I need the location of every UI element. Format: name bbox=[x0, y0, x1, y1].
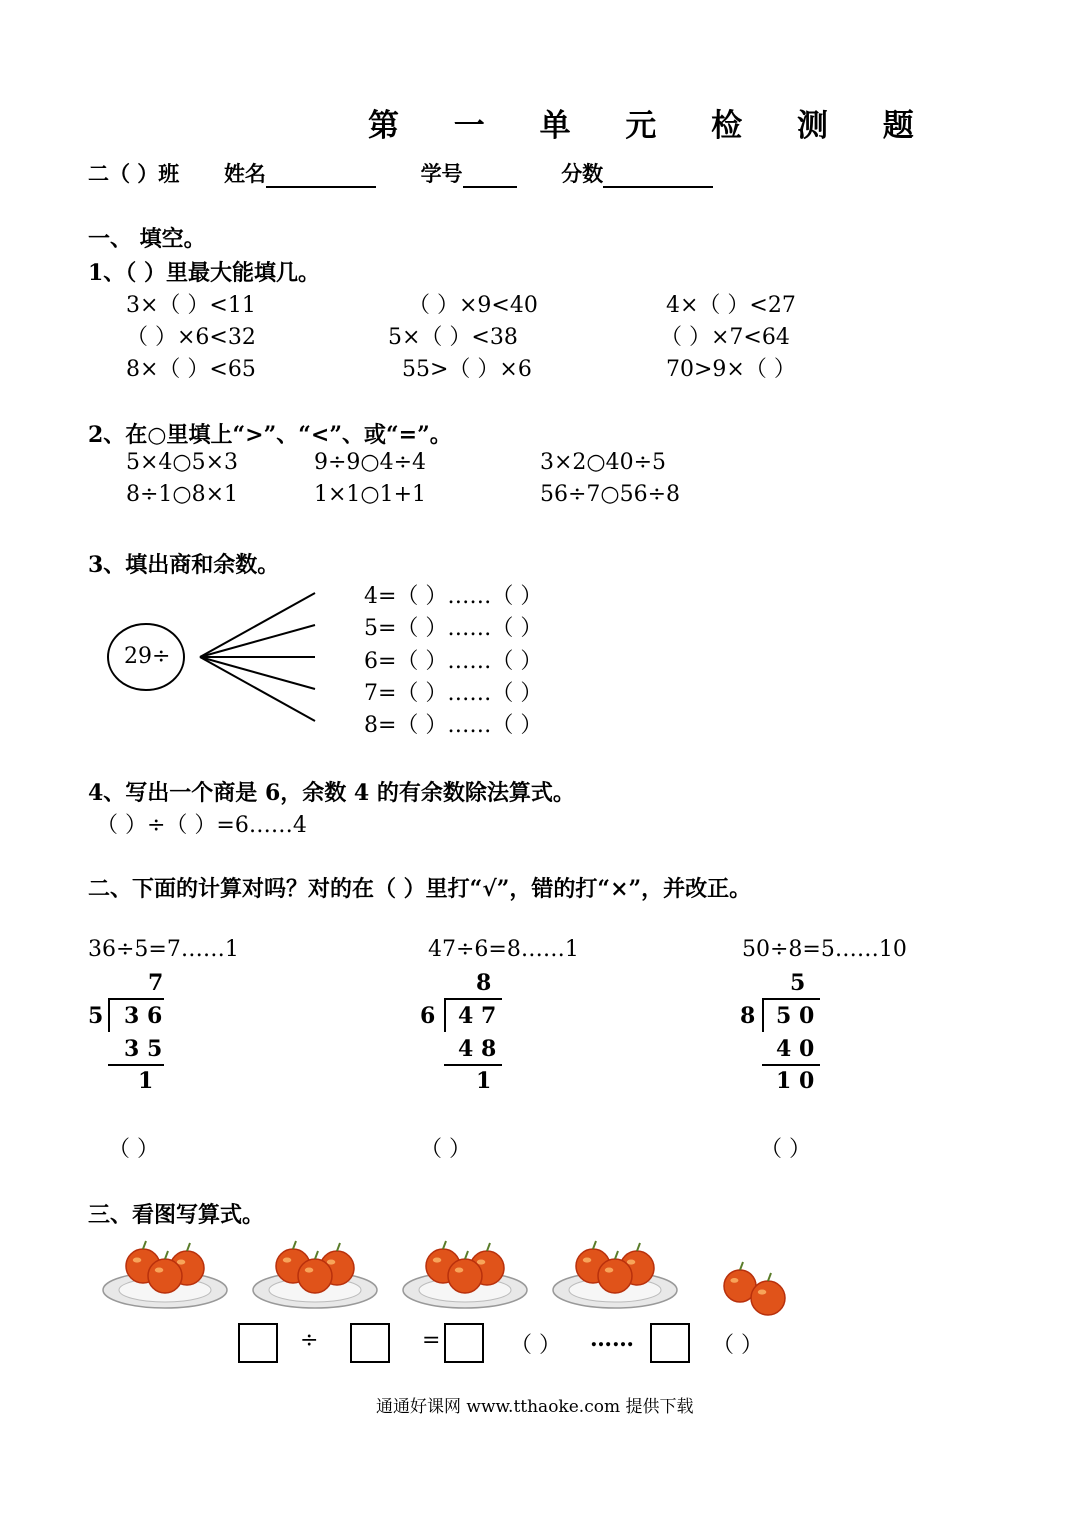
q1-item: 8×（ ）<65 bbox=[126, 357, 256, 382]
q3-line: 5=（ ）……（ ） bbox=[364, 616, 543, 641]
page-title: 第 一 单 元 检 测 题 bbox=[368, 108, 936, 144]
q3-line: 7=（ ）……（ ） bbox=[364, 681, 543, 706]
apple bbox=[751, 1281, 785, 1315]
problem-divisor: 5 bbox=[88, 1003, 104, 1029]
score-label: 分数 bbox=[561, 161, 604, 186]
q2-item: 5×4○5×3 bbox=[126, 450, 239, 475]
apple bbox=[448, 1259, 482, 1293]
student-info-row bbox=[88, 158, 713, 188]
q3-circle-text: 29÷ bbox=[124, 644, 171, 669]
division-bracket-side bbox=[108, 998, 110, 1032]
problem-equation: 50÷8=5……10 bbox=[742, 937, 907, 962]
problem-remainder: 1 bbox=[476, 1068, 492, 1094]
q1-item: （ ）×9<40 bbox=[408, 293, 538, 318]
problem-answer-blank[interactable]: （ ） bbox=[108, 1137, 159, 1162]
q2-item: 1×1○1+1 bbox=[314, 482, 427, 507]
problem-equation: 47÷6=8……1 bbox=[428, 937, 579, 962]
problem-dividend: 4 7 bbox=[458, 1003, 497, 1029]
problem-divisor: 6 bbox=[420, 1003, 436, 1029]
q4-answer: （ ）÷（ ）=6……4 bbox=[96, 813, 307, 838]
apple-plate bbox=[403, 1241, 527, 1308]
division-bracket-top bbox=[108, 998, 164, 1000]
number-label: 学号 bbox=[420, 161, 463, 186]
remainder-unit-blank[interactable]: （ ） bbox=[712, 1333, 763, 1358]
score-field[interactable] bbox=[603, 164, 713, 188]
problem-product: 3 5 bbox=[124, 1036, 163, 1062]
problem-dividend: 5 0 bbox=[776, 1003, 815, 1029]
q2-item: 3×2○40÷5 bbox=[540, 450, 667, 475]
class-label: 二（ ）班 bbox=[88, 161, 180, 186]
problem-answer-blank[interactable]: （ ） bbox=[420, 1137, 471, 1162]
division-underline bbox=[762, 1064, 820, 1066]
division-bracket-top bbox=[762, 998, 820, 1000]
q3-prompt: 3、填出商和余数。 bbox=[88, 552, 280, 578]
remainder-box[interactable] bbox=[650, 1323, 690, 1363]
section2-heading: 二、下面的计算对吗？对的在（ ）里打“√”，错的打“×”，并改正。 bbox=[88, 876, 752, 902]
apple bbox=[598, 1259, 632, 1293]
apple bbox=[298, 1259, 332, 1293]
division-bracket-side bbox=[762, 998, 764, 1032]
division-underline bbox=[108, 1064, 164, 1066]
q2-item: 9÷9○4÷4 bbox=[314, 450, 427, 475]
apple-plate bbox=[103, 1241, 227, 1308]
problem-product: 4 8 bbox=[458, 1036, 497, 1062]
problem-quotient: 5 bbox=[790, 970, 806, 996]
q1-item: 3×（ ）<11 bbox=[126, 293, 256, 318]
problem-remainder: 1 0 bbox=[776, 1068, 815, 1094]
division-underline bbox=[444, 1064, 502, 1066]
problem-quotient: 8 bbox=[476, 970, 492, 996]
divide-sign: ÷ bbox=[300, 1328, 319, 1353]
q1-item: 5×（ ）<38 bbox=[388, 325, 518, 350]
dividend-box[interactable] bbox=[238, 1323, 278, 1363]
q1-item: 55>（ ）×6 bbox=[402, 357, 532, 382]
quotient-unit-blank[interactable]: （ ） bbox=[510, 1333, 561, 1358]
apple bbox=[148, 1259, 182, 1293]
q2-prompt: 2、在○里填上“>”、“<”、或“=”。 bbox=[88, 422, 452, 448]
apple-plates-picture bbox=[100, 1238, 800, 1328]
footer-credit: 通通好课网 www.tthaoke.com 提供下载 bbox=[376, 1397, 694, 1417]
section1-heading: 一、 填空。 bbox=[88, 226, 206, 252]
division-bracket-top bbox=[444, 998, 502, 1000]
problem-answer-blank[interactable]: （ ） bbox=[760, 1137, 811, 1162]
name-field[interactable] bbox=[266, 164, 376, 188]
q3-line: 8=（ ）……（ ） bbox=[364, 713, 543, 738]
q1-item: 4×（ ）<27 bbox=[666, 293, 796, 318]
q1-item: 70>9×（ ） bbox=[666, 357, 796, 382]
apple-plate bbox=[253, 1241, 377, 1308]
q3-line: 4=（ ）……（ ） bbox=[364, 584, 543, 609]
q1-item: （ ）×7<64 bbox=[660, 325, 790, 350]
quotient-box[interactable] bbox=[444, 1323, 484, 1363]
name-label: 姓名 bbox=[223, 161, 266, 186]
equals-sign: = bbox=[422, 1328, 441, 1353]
problem-quotient: 7 bbox=[148, 970, 164, 996]
problem-dividend: 3 6 bbox=[124, 1003, 163, 1029]
q4-prompt: 4、写出一个商是 6，余数 4 的有余数除法算式。 bbox=[88, 780, 575, 806]
problem-product: 4 0 bbox=[776, 1036, 815, 1062]
q2-item: 56÷7○56÷8 bbox=[540, 482, 681, 507]
q1-prompt: 1、（ ）里最大能填几。 bbox=[88, 260, 320, 286]
number-field[interactable] bbox=[463, 164, 517, 188]
division-bracket-side bbox=[444, 998, 446, 1032]
remainder-dots: …… bbox=[590, 1326, 634, 1352]
problem-equation: 36÷5=7……1 bbox=[88, 937, 239, 962]
problem-divisor: 8 bbox=[740, 1003, 756, 1029]
problem-remainder: 1 bbox=[138, 1068, 154, 1094]
divisor-box[interactable] bbox=[350, 1323, 390, 1363]
extra-apples bbox=[724, 1262, 785, 1315]
q2-item: 8÷1○8×1 bbox=[126, 482, 239, 507]
section3-heading: 三、看图写算式。 bbox=[88, 1202, 265, 1228]
apple-plate bbox=[553, 1241, 677, 1308]
q1-item: （ ）×6<32 bbox=[126, 325, 256, 350]
q3-line: 6=（ ）……（ ） bbox=[364, 649, 543, 674]
